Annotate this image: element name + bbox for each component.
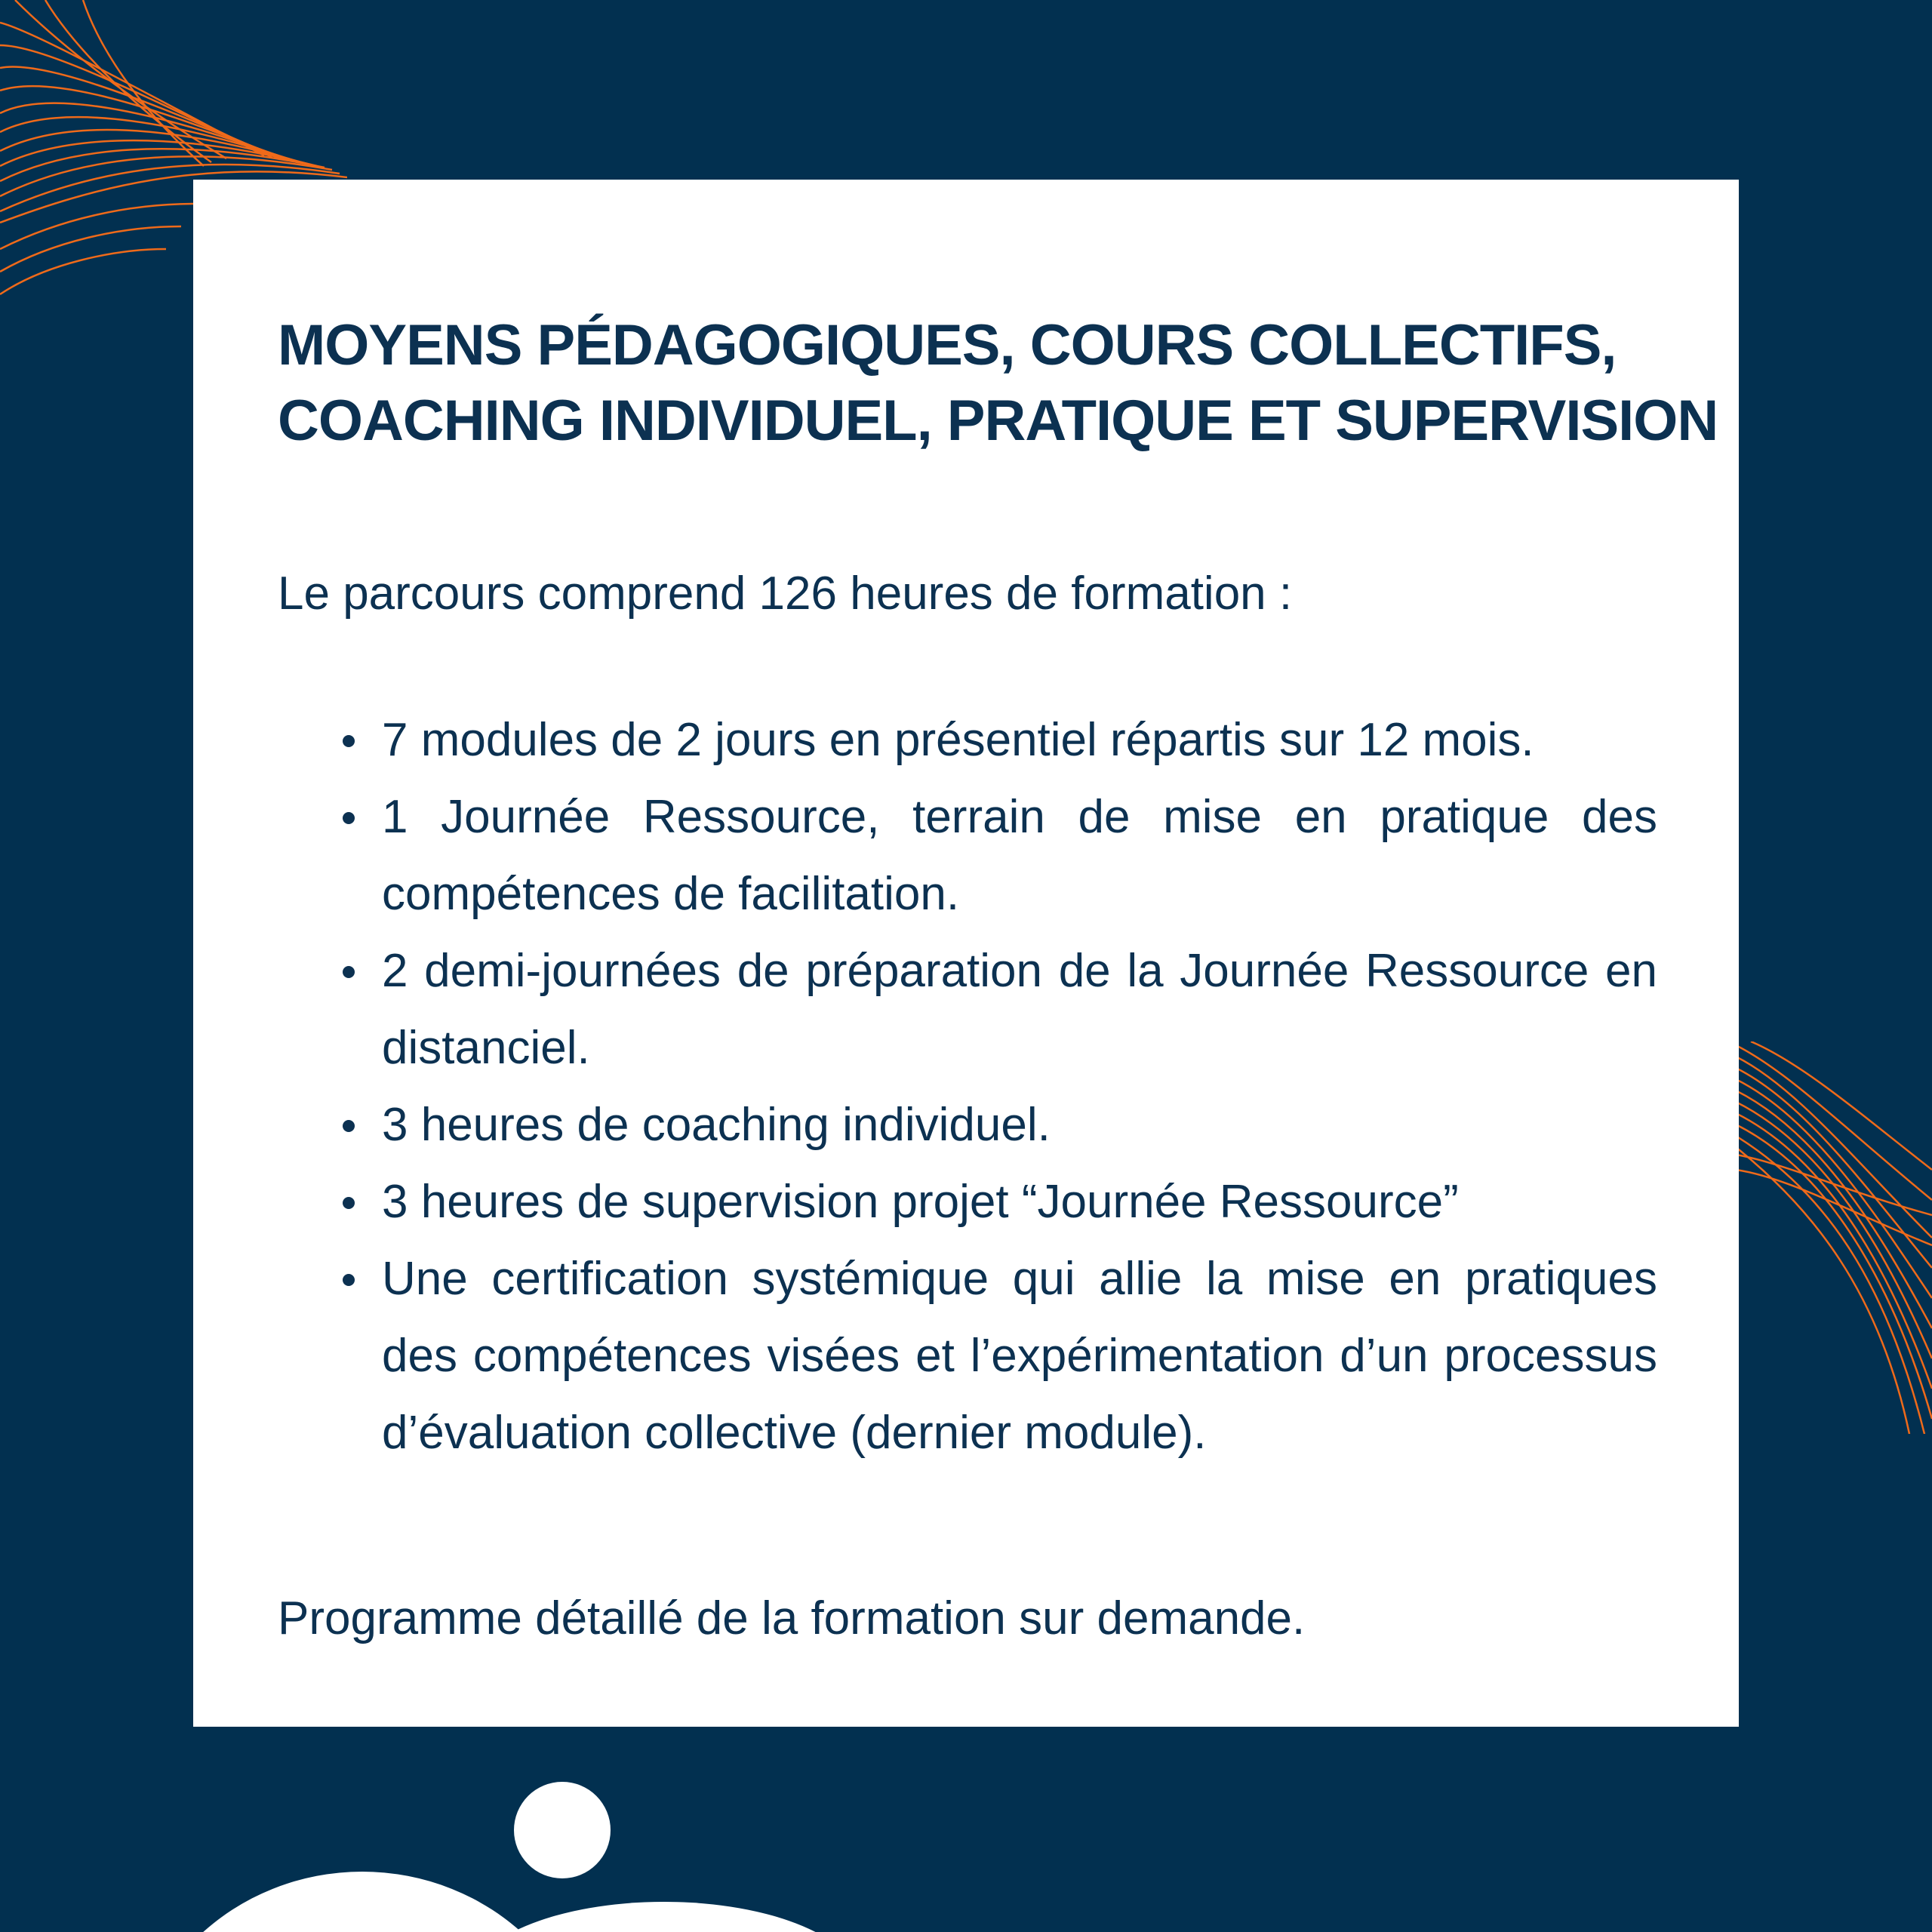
list-item-text: Une certification systémique qui allie la mise en pratiques des compétences visées et l’expérimentation d’un processus d’évaluation collective (dernier module). (382, 1253, 1657, 1459)
content-card (193, 180, 1739, 1727)
list-item (382, 1164, 1657, 1241)
list-item-text: 1 Journée Ressource, terrain de mise en pratique des compétences de facilitation. (382, 791, 1657, 920)
footer-note: Programme détaillé de la formation sur demande. (278, 1592, 1306, 1644)
list-item-text: 3 heures de coaching individuel. (382, 1099, 1051, 1151)
bullet-icon (343, 812, 355, 824)
list-item (382, 1087, 1657, 1164)
bullet-icon (343, 1197, 355, 1209)
bullet-icon (343, 735, 355, 747)
bubble-shapes (0, 1736, 906, 1932)
title-line-2: COACHING INDIVIDUEL, PRATIQUE ET SUPERVISION (278, 389, 1718, 453)
list-item-text: 7 modules de 2 jours en présentiel répartis sur 12 mois. (382, 714, 1534, 766)
bullet-list (278, 702, 1657, 1472)
list-item (382, 933, 1657, 1087)
bullet-icon (343, 966, 355, 978)
list-item (382, 779, 1657, 933)
intro-text: Le parcours comprend 126 heures de formation : (278, 568, 1293, 620)
page-title (278, 308, 1718, 459)
list-item-text: 2 demi-journées de préparation de la Journée Ressource en distanciel. (382, 945, 1657, 1074)
list-item-text: 3 heures de supervision projet “Journée Ressource” (382, 1176, 1459, 1228)
list-item (382, 702, 1657, 779)
wave-lines-right (1736, 1041, 1932, 1434)
title-line-1: MOYENS PÉDAGOGIQUES, COURS COLLECTIFS, (278, 313, 1617, 377)
bullet-icon (343, 1274, 355, 1286)
bullet-icon (343, 1120, 355, 1132)
list-item (382, 1241, 1657, 1472)
